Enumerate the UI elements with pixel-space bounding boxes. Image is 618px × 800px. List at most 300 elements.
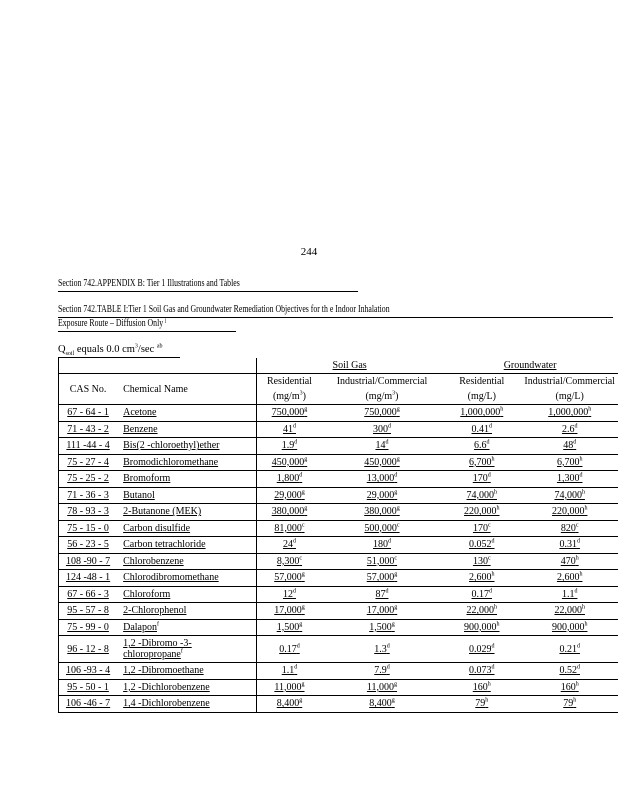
table-row bbox=[59, 636, 618, 663]
ind-soil-cell bbox=[322, 663, 442, 680]
cas-number-cell bbox=[59, 570, 118, 587]
ind-soil-cell bbox=[322, 537, 442, 554]
chemical-name: 1,4 -Dichlorobenzene bbox=[123, 698, 210, 710]
remediation-table bbox=[58, 358, 618, 713]
chemical-name-cell bbox=[117, 553, 256, 570]
ind-soil-value: 300 bbox=[372, 423, 388, 435]
res-soil-unit-sup: 3 bbox=[299, 390, 303, 397]
res-soil-value: 380,000 bbox=[271, 506, 305, 518]
ind-soil-cell bbox=[322, 471, 442, 488]
ind-soil-value: 87 bbox=[375, 588, 386, 600]
ind-gw-value: 22,000 bbox=[554, 605, 582, 617]
ind-soil-value: 11,000 bbox=[366, 681, 395, 693]
ind-gw-value: 1,000,000 bbox=[548, 407, 589, 419]
res-soil-value: 12 bbox=[282, 588, 293, 600]
res-gw-cell bbox=[442, 553, 521, 570]
res-gw-note: h bbox=[491, 571, 495, 578]
exposure-text: Exposure Route – Diffusion Only bbox=[58, 318, 164, 329]
ind-gw-note: d bbox=[573, 439, 577, 446]
ind-gw-note: d bbox=[576, 538, 580, 545]
group-header-row bbox=[59, 358, 618, 374]
ind-gw-cell bbox=[521, 471, 618, 488]
cas-number: 95 - 50 - 1 bbox=[67, 681, 109, 693]
res-gw-value: 2,600 bbox=[469, 572, 492, 584]
groundwater-label: Groundwater bbox=[503, 360, 557, 371]
res-soil-value: 24 bbox=[282, 539, 293, 551]
chemical-name: Acetone bbox=[123, 407, 157, 419]
ind-gw-value: 6,700 bbox=[556, 456, 580, 468]
table-row bbox=[59, 679, 618, 696]
chemical-name-cell bbox=[117, 586, 256, 603]
ind-gw-note: h bbox=[588, 406, 592, 413]
res-gw-note: d bbox=[491, 538, 495, 545]
ind-gw-value: 470 bbox=[560, 555, 576, 567]
res-gw-note: h bbox=[494, 489, 498, 496]
res-gw-note: h bbox=[500, 406, 504, 413]
q-footnote: ab bbox=[156, 343, 163, 350]
ind-soil-note: c bbox=[396, 522, 400, 529]
ind-soil-unit-text: (mg/m bbox=[365, 391, 393, 402]
res-gw-note: h bbox=[496, 505, 500, 512]
remediation-table-grid bbox=[58, 358, 618, 713]
ind-gw-value: 220,000 bbox=[551, 506, 585, 518]
res-soil-value: 41 bbox=[282, 423, 293, 435]
chemical-name-cell bbox=[117, 421, 256, 438]
q-soil-condition bbox=[58, 344, 163, 357]
ind-gw-cell bbox=[521, 421, 618, 438]
res-gw-note: h bbox=[485, 697, 489, 704]
ind-gw-cell bbox=[521, 586, 618, 603]
res-soil-cell bbox=[257, 421, 322, 438]
table-row bbox=[59, 663, 618, 680]
res-soil-note: g bbox=[299, 621, 303, 628]
res-soil-cell bbox=[257, 487, 322, 504]
res-soil-note: d bbox=[292, 423, 296, 430]
res-soil-cell bbox=[257, 553, 322, 570]
chemical-header: Chemical Name bbox=[117, 374, 256, 405]
res-gw-cell bbox=[442, 471, 521, 488]
q-text: equals 0.0 cm bbox=[74, 344, 135, 355]
res-gw-value: 0.052 bbox=[469, 539, 492, 551]
ind-gw-cell bbox=[521, 619, 618, 636]
cas-number: 95 - 57 - 8 bbox=[67, 605, 109, 617]
res-soil-note: g bbox=[304, 456, 308, 463]
ind-gw-value: 900,000 bbox=[551, 621, 585, 633]
res-gw-value: 0.41 bbox=[471, 423, 490, 435]
chemical-name-cell bbox=[117, 454, 256, 471]
res-soil-note: g bbox=[301, 489, 305, 496]
section-heading-exposure-rule bbox=[58, 331, 236, 332]
ind-gw-value: 1,300 bbox=[556, 473, 580, 485]
ind-gw-cell bbox=[521, 454, 618, 471]
cas-number: 111 -44 - 4 bbox=[66, 440, 110, 452]
cas-number: 96 - 12 - 8 bbox=[67, 643, 109, 655]
res-gw-value: 74,000 bbox=[466, 489, 495, 501]
res-soil-cell bbox=[257, 520, 322, 537]
blank-cell bbox=[117, 358, 256, 374]
ind-gw-value: 79 bbox=[563, 698, 574, 710]
cas-number: 67 - 64 - 1 bbox=[67, 407, 109, 419]
table-row bbox=[59, 537, 618, 554]
ind-soil-note: d bbox=[387, 538, 391, 545]
res-gw-value: 130 bbox=[472, 555, 488, 567]
chemical-name-cell bbox=[117, 438, 256, 455]
ind-gw-note: d bbox=[576, 664, 580, 671]
section-heading-table bbox=[58, 304, 618, 315]
ind-soil-cell bbox=[322, 603, 442, 620]
ind-soil-value: 13,000 bbox=[366, 473, 395, 485]
ind-gw-cell bbox=[521, 570, 618, 587]
cas-number-cell bbox=[59, 553, 118, 570]
ind-gw-cell bbox=[521, 405, 618, 422]
chemical-name-cell bbox=[117, 663, 256, 680]
section-heading-appendix-rule bbox=[58, 291, 358, 292]
cas-number-cell bbox=[59, 504, 118, 521]
ind-gw-note: h bbox=[579, 571, 583, 578]
table-row bbox=[59, 405, 618, 422]
res-gw-value: 160 bbox=[472, 681, 488, 693]
ind-gw-note: c bbox=[575, 522, 579, 529]
q-symbol: Q bbox=[58, 344, 66, 355]
res-soil-note: c bbox=[299, 555, 303, 562]
res-gw-cell bbox=[442, 520, 521, 537]
res-soil-note: g bbox=[301, 571, 305, 578]
cas-number-cell bbox=[59, 421, 118, 438]
res-gw-value: 0.029 bbox=[469, 643, 492, 655]
res-gw-value: 220,000 bbox=[464, 506, 497, 518]
ind-soil-cell bbox=[322, 504, 442, 521]
ind-soil-cell bbox=[322, 405, 442, 422]
ind-gw-note: h bbox=[584, 505, 588, 512]
cas-number: 71 - 43 - 2 bbox=[67, 423, 109, 435]
res-soil-header: Residential bbox=[257, 374, 322, 390]
res-soil-note: d bbox=[292, 588, 296, 595]
res-gw-value: 0.17 bbox=[471, 588, 490, 600]
cas-number-cell bbox=[59, 603, 118, 620]
ind-soil-value: 450,000 bbox=[364, 456, 397, 468]
res-soil-value: 29,000 bbox=[274, 489, 302, 501]
ind-soil-value: 1.3 bbox=[374, 643, 387, 655]
chemical-name: Chloroform bbox=[123, 588, 171, 600]
res-soil-value: 8,300 bbox=[276, 555, 300, 567]
table-row bbox=[59, 504, 618, 521]
table-row bbox=[59, 421, 618, 438]
res-soil-note: g bbox=[304, 505, 308, 512]
blank-cell bbox=[59, 358, 118, 374]
ind-soil-value: 29,000 bbox=[366, 489, 395, 501]
ind-gw-note: h bbox=[579, 456, 583, 463]
res-gw-cell bbox=[442, 603, 521, 620]
cas-number: 71 - 36 - 3 bbox=[67, 489, 109, 501]
page-number: 244 bbox=[300, 246, 318, 258]
ind-soil-note: g bbox=[394, 571, 398, 578]
groundwater-header bbox=[442, 358, 618, 374]
ind-soil-cell bbox=[322, 586, 442, 603]
ind-soil-value: 1,500 bbox=[369, 621, 392, 633]
chemical-name-cell bbox=[117, 619, 256, 636]
chemical-name: Chlorobenzene bbox=[123, 555, 184, 567]
ind-soil-value: 380,000 bbox=[364, 506, 397, 518]
ind-soil-cell bbox=[322, 570, 442, 587]
q-subscript: soil bbox=[65, 351, 75, 358]
chemical-name-cell bbox=[117, 679, 256, 696]
res-gw-cell bbox=[442, 421, 521, 438]
res-gw-cell bbox=[442, 487, 521, 504]
res-soil-note: g bbox=[301, 681, 305, 688]
res-soil-note: d bbox=[294, 664, 298, 671]
chemical-name: Carbon disulfide bbox=[123, 522, 191, 534]
res-soil-value: 17,000 bbox=[274, 605, 302, 617]
res-gw-note: c bbox=[487, 555, 491, 562]
ind-gw-header: Industrial/Commercial bbox=[521, 374, 618, 390]
res-soil-value: 1.9 bbox=[281, 440, 295, 452]
section-heading-table-text: Section 742.TABLE I:Tier 1 Soil Gas and Groundwater Remediation Objectives for th e Indoor Inhalation bbox=[58, 304, 390, 315]
ind-gw-cell bbox=[521, 553, 618, 570]
res-soil-cell bbox=[257, 603, 322, 620]
ind-soil-value: 7.9 bbox=[374, 665, 387, 677]
cas-number-cell bbox=[59, 405, 118, 422]
chemical-name: Chlorodibromomethane bbox=[123, 572, 219, 584]
ind-gw-cell bbox=[521, 696, 618, 713]
ind-soil-note: g bbox=[391, 621, 395, 628]
chemical-name-cell bbox=[117, 696, 256, 713]
table-row bbox=[59, 520, 618, 537]
table-row bbox=[59, 603, 618, 620]
res-gw-note: d bbox=[489, 588, 493, 595]
cas-number-cell bbox=[59, 471, 118, 488]
cas-number: 75 - 99 - 0 bbox=[67, 621, 109, 633]
res-soil-note: g bbox=[299, 697, 303, 704]
table-row bbox=[59, 619, 618, 636]
q-unit: /sec bbox=[137, 344, 155, 355]
ind-soil-value: 17,000 bbox=[366, 605, 395, 617]
ind-soil-value: 750,000 bbox=[364, 407, 397, 419]
res-soil-value: 1.1 bbox=[281, 665, 295, 677]
ind-soil-cell bbox=[322, 438, 442, 455]
ind-gw-note: d bbox=[574, 588, 578, 595]
res-soil-cell bbox=[257, 454, 322, 471]
chemical-name: Dalapon bbox=[123, 621, 157, 633]
cas-number: 56 - 23 - 5 bbox=[67, 539, 109, 551]
ind-soil-cell bbox=[322, 696, 442, 713]
res-soil-note: d bbox=[292, 538, 296, 545]
cas-number-cell bbox=[59, 537, 118, 554]
res-gw-note: c bbox=[487, 522, 491, 529]
ind-gw-cell bbox=[521, 438, 618, 455]
ind-soil-note: g bbox=[391, 697, 395, 704]
res-soil-note: d bbox=[296, 643, 300, 650]
res-gw-header: Residential bbox=[442, 374, 521, 390]
section-heading-exposure-text bbox=[58, 318, 166, 329]
ind-gw-cell bbox=[521, 537, 618, 554]
soil-gas-label: Soil Gas bbox=[332, 360, 367, 371]
cas-number-cell bbox=[59, 438, 118, 455]
ind-soil-note: d bbox=[387, 423, 391, 430]
res-gw-cell bbox=[442, 438, 521, 455]
res-gw-value: 22,000 bbox=[466, 605, 495, 617]
res-soil-cell bbox=[257, 504, 322, 521]
res-soil-value: 0.17 bbox=[279, 643, 297, 655]
res-soil-value: 450,000 bbox=[271, 456, 305, 468]
ind-gw-cell bbox=[521, 504, 618, 521]
chemical-name-cell bbox=[117, 570, 256, 587]
ind-soil-note: g bbox=[394, 681, 398, 688]
res-gw-cell bbox=[442, 663, 521, 680]
cas-number: 124 -48 - 1 bbox=[65, 572, 111, 584]
res-gw-value: 170 bbox=[472, 473, 488, 485]
res-gw-unit: (mg/L) bbox=[467, 391, 496, 402]
ind-gw-value: 2,600 bbox=[556, 572, 580, 584]
ind-soil-cell bbox=[322, 520, 442, 537]
chemical-name: Carbon tetrachloride bbox=[123, 539, 206, 551]
cas-number-cell bbox=[59, 454, 118, 471]
cas-number-cell bbox=[59, 663, 118, 680]
res-soil-note: d bbox=[294, 439, 298, 446]
chemical-name: 1,2 -Dibromo -3- bbox=[123, 638, 192, 649]
ind-gw-value: 820 bbox=[560, 522, 576, 534]
chemical-name-note: f bbox=[157, 621, 159, 628]
res-gw-value: 6.6 bbox=[474, 440, 487, 452]
ind-gw-note: h bbox=[575, 681, 579, 688]
ind-gw-cell bbox=[521, 636, 618, 663]
res-soil-unit-text: (mg/m bbox=[272, 391, 300, 402]
cas-number-cell bbox=[59, 679, 118, 696]
res-soil-cell bbox=[257, 586, 322, 603]
cas-number: 75 - 15 - 0 bbox=[67, 522, 109, 534]
ind-gw-cell bbox=[521, 663, 618, 680]
res-soil-note: d bbox=[299, 472, 303, 479]
res-soil-note: g bbox=[304, 406, 308, 413]
res-gw-cell bbox=[442, 586, 521, 603]
ind-soil-header: Industrial/Commercial bbox=[322, 374, 442, 390]
ind-gw-value: 74,000 bbox=[554, 489, 582, 501]
table-row bbox=[59, 570, 618, 587]
res-soil-cell bbox=[257, 570, 322, 587]
ind-gw-cell bbox=[521, 679, 618, 696]
section-heading-appendix bbox=[58, 278, 618, 289]
res-gw-cell bbox=[442, 570, 521, 587]
ind-soil-note: g bbox=[394, 489, 398, 496]
res-soil-value: 8,400 bbox=[276, 698, 300, 710]
ind-soil-value: 500,000 bbox=[364, 522, 397, 534]
ind-gw-note: h bbox=[575, 555, 579, 562]
cas-number: 106 -46 - 7 bbox=[65, 698, 111, 710]
table-row bbox=[59, 487, 618, 504]
table-row bbox=[59, 471, 618, 488]
ind-gw-cell bbox=[521, 520, 618, 537]
table-row bbox=[59, 586, 618, 603]
exposure-footnote: j bbox=[165, 317, 167, 324]
cas-number: 106 -93 - 4 bbox=[65, 665, 111, 677]
chemical-name-cell bbox=[117, 537, 256, 554]
res-soil-cell bbox=[257, 619, 322, 636]
table-row bbox=[59, 454, 618, 471]
res-gw-note: d bbox=[486, 439, 490, 446]
ind-gw-note: h bbox=[581, 604, 585, 611]
cas-number-cell bbox=[59, 696, 118, 713]
chemical-name: 1,2 -Dichlorobenzene bbox=[123, 681, 210, 693]
section-heading-exposure bbox=[58, 318, 197, 329]
cas-number-cell bbox=[59, 636, 118, 663]
res-soil-cell bbox=[257, 636, 322, 663]
ind-soil-value: 180 bbox=[372, 539, 388, 551]
ind-gw-value: 0.21 bbox=[559, 643, 577, 655]
res-gw-cell bbox=[442, 537, 521, 554]
ind-soil-cell bbox=[322, 487, 442, 504]
chemical-name: Bis(2 -chloroethyl)ether bbox=[123, 440, 220, 452]
res-gw-cell bbox=[442, 454, 521, 471]
res-gw-note: d bbox=[489, 423, 493, 430]
chemical-name: Benzene bbox=[123, 423, 158, 435]
ind-soil-unit: $(mg/m^3)$ bbox=[365, 390, 399, 402]
ind-soil-note: d bbox=[394, 472, 398, 479]
res-soil-note: c bbox=[301, 522, 305, 529]
ind-gw-note: h bbox=[573, 697, 577, 704]
cas-number: 67 - 66 - 3 bbox=[67, 588, 109, 600]
res-gw-cell bbox=[442, 504, 521, 521]
chemical-name-cell bbox=[117, 636, 256, 663]
chemical-name: 1,2 -Dibromoethane bbox=[123, 665, 204, 677]
chemical-name: Butanol bbox=[123, 489, 155, 501]
ind-gw-cell bbox=[521, 603, 618, 620]
chemical-name-cell bbox=[117, 487, 256, 504]
chemical-name: 2-Butanone (MEK) bbox=[123, 506, 202, 518]
cas-number: 108 -90 - 7 bbox=[65, 555, 111, 567]
ind-gw-value: 2.6 bbox=[561, 423, 575, 435]
res-soil-unit: $(mg/m^3)$ bbox=[257, 389, 322, 405]
res-gw-value: 900,000 bbox=[464, 621, 497, 633]
ind-soil-note: d bbox=[386, 664, 390, 671]
res-soil-value: 57,000 bbox=[274, 572, 302, 584]
cas-number: 75 - 25 - 2 bbox=[67, 473, 109, 485]
res-gw-value: 170 bbox=[472, 522, 488, 534]
ind-gw-value: 160 bbox=[560, 681, 576, 693]
res-soil-value: 81,000 bbox=[274, 522, 302, 534]
chemical-name-note: f bbox=[180, 648, 183, 655]
ind-soil-value: 51,000 bbox=[366, 555, 395, 567]
res-soil-value: 11,000 bbox=[274, 681, 302, 693]
chemical-name-cell bbox=[117, 603, 256, 620]
res-gw-note: h bbox=[487, 681, 491, 688]
chemical-name-line2: chloropropane bbox=[123, 649, 181, 660]
ind-soil-cell bbox=[322, 619, 442, 636]
cas-number: 78 - 93 - 3 bbox=[67, 506, 109, 518]
res-soil-cell bbox=[257, 405, 322, 422]
res-gw-cell bbox=[442, 679, 521, 696]
cas-number: 75 - 27 - 4 bbox=[67, 456, 109, 468]
ind-soil-note: d bbox=[385, 439, 389, 446]
ind-soil-note: c bbox=[394, 555, 398, 562]
soil-gas-header bbox=[257, 358, 443, 374]
res-gw-note: d bbox=[491, 664, 495, 671]
res-soil-value: 1,800 bbox=[276, 473, 300, 485]
chemical-name-cell bbox=[117, 520, 256, 537]
res-gw-cell bbox=[442, 696, 521, 713]
cas-number-cell bbox=[59, 520, 118, 537]
ind-gw-note: h bbox=[584, 621, 588, 628]
res-gw-note: h bbox=[491, 456, 495, 463]
table-row bbox=[59, 696, 618, 713]
q-exponent: 3 bbox=[134, 343, 138, 350]
res-gw-value: 79 bbox=[475, 698, 486, 710]
ind-gw-unit: (mg/L) bbox=[555, 391, 584, 402]
ind-soil-cell bbox=[322, 454, 442, 471]
res-gw-cell bbox=[442, 636, 521, 663]
section-heading-appendix-text: Section 742.APPENDIX B: Tier 1 Illustrations and Tables bbox=[58, 278, 240, 289]
res-soil-cell bbox=[257, 537, 322, 554]
ind-gw-note: d bbox=[574, 423, 578, 430]
res-soil-note: g bbox=[301, 604, 305, 611]
